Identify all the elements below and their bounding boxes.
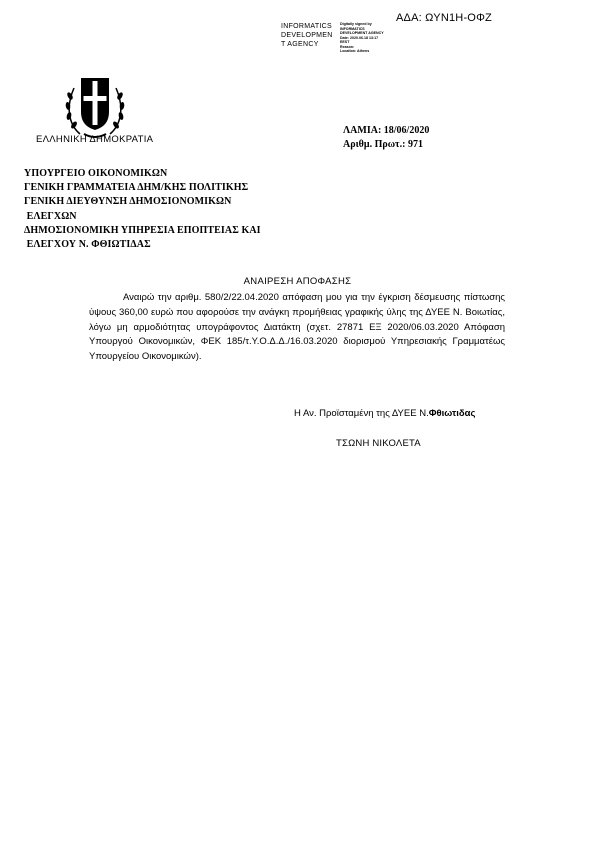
digital-signature-stamp-name bbox=[281, 22, 333, 49]
decision-body: Αναιρώ την αριθμ. 580/2/22.04.2020 απόφαση μου για την έγκριση δέσμευσης πίστωσης ύψους 360,00 ευρώ που αφορούσε την ανάγκη προμήθειας γραφικής ύλης της ΔΥΕΕ Ν. Βοιωτίας, λόγω μη αρμοδιότητας υπογράφοντος Διατάκτη (σχετ. 27871 ΕΞ 2020/06.03.2020 Απόφαση Υπουργού Οικονομικών, ΦΕΚ 185/τ.Υ.Ο.Δ.Δ./16.03.2020 διορισμού Υπηρεσιακής Γραμματέως Υπουργείου Οικονομικών). bbox=[89, 292, 505, 363]
ministry-header bbox=[24, 167, 261, 252]
digital-signature-stamp-details bbox=[340, 22, 384, 54]
signer-name: ΤΣΩΝΗ ΝΙΚΟΛΕΤΑ bbox=[336, 438, 421, 449]
signer-role-region: Φθιωτιδας bbox=[428, 408, 476, 419]
stamp-detail-line: Location: Athens bbox=[340, 49, 370, 53]
stamp-detail-line: Digitally signed by bbox=[340, 22, 372, 26]
stamp-line: INFORMATICS bbox=[281, 23, 333, 30]
coat-of-arms-icon bbox=[64, 72, 126, 140]
ministry-line: ΔΗΜΟΣΙΟΝΟΜΙΚΗ ΥΠΗΡΕΣΙΑ ΕΠΟΠΤΕΙΑΣ ΚΑΙ bbox=[24, 224, 261, 236]
place-date-block bbox=[343, 124, 429, 152]
republic-label: ΕΛΛΗΝΙΚΗ ΔΗΜΟΚΡΑΤΙΑ bbox=[36, 134, 154, 145]
ministry-line: ΕΛΕΓΧΟΥ Ν. ΦΘΙΩΤΙΔΑΣ bbox=[24, 239, 151, 251]
signer-role-prefix: Η Αν. Προϊσταμένη της ΔΥΕΕ Ν. bbox=[294, 408, 429, 419]
ministry-line: ΕΛΕΓΧΩΝ bbox=[24, 210, 77, 222]
ministry-line: ΓΕΝΙΚΗ ΓΡΑΜΜΑΤΕΙΑ ΔΗΜ/ΚΗΣ ΠΟΛΙΤΙΚΗΣ bbox=[24, 182, 249, 194]
signer-role bbox=[294, 408, 475, 419]
protocol-number: Αριθμ. Πρωτ.: 971 bbox=[343, 139, 423, 150]
stamp-detail-line: EEST bbox=[340, 40, 350, 44]
ada-code: ΑΔΑ: ΩΥΝ1Η-ΟΦΖ bbox=[396, 12, 492, 24]
document-title: ΑΝΑΙΡΕΣΗ ΑΠΟΦΑΣΗΣ bbox=[243, 276, 352, 287]
stamp-detail-line: INFORMATICS bbox=[340, 26, 365, 31]
ministry-line: ΓΕΝΙΚΗ ΔΙΕΥΘΥΝΣΗ ΔΗΜΟΣΙΟΝΟΜΙΚΩΝ bbox=[24, 196, 232, 208]
stamp-detail-line: Date: 2020.06.18 13:17 bbox=[340, 35, 379, 40]
stamp-detail-line: Reason: bbox=[340, 44, 355, 49]
place-date: ΛΑΜΙΑ: 18/06/2020 bbox=[343, 125, 430, 136]
stamp-line: DEVELOPMEN bbox=[281, 32, 333, 39]
stamp-detail-line: DEVELOPMENT AGENCY bbox=[340, 31, 384, 35]
ministry-line: ΥΠΟΥΡΓΕΙΟ ΟΙΚΟΝΟΜΙΚΩΝ bbox=[24, 168, 168, 179]
stamp-line: T AGENCY bbox=[281, 41, 319, 48]
